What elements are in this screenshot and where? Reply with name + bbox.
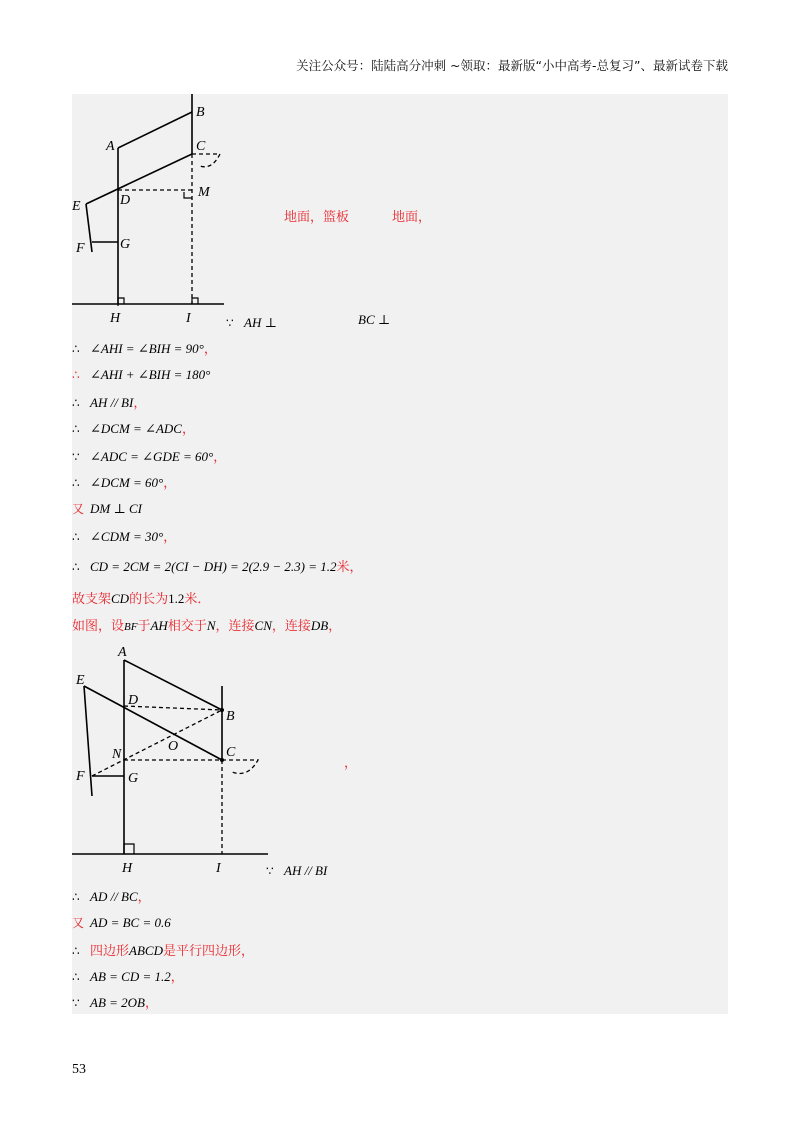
step-1: ∴ ∠AHI = ∠BIH = 90°， (72, 341, 217, 357)
page-header: 关注公众号：陆陆高分冲刺 ~领取：最新版“小中高考-总复习”、最新试卷下载 (296, 58, 728, 73)
step-3: ∴ AH // BI， (72, 395, 147, 411)
segment-ab-2 (124, 660, 222, 710)
basket-rim-2 (222, 760, 258, 774)
label-e: E (72, 199, 81, 214)
dashed-bf (92, 710, 222, 776)
step-4: ∴ ∠DCM = ∠ADC， (72, 421, 195, 437)
segment-ef (86, 204, 92, 252)
because-symbol: ∵ (226, 316, 234, 330)
step-5: ∵ ∠ADC = ∠GDE = 60°， (72, 449, 227, 465)
label-h-2: H (122, 861, 133, 876)
label-b: B (196, 105, 205, 120)
label-i-2: I (216, 861, 221, 876)
label-g-2: G (128, 771, 139, 786)
label-f-2: F (76, 769, 85, 784)
step2-3: ∴ 四边形ABCD是平行四边形， (72, 943, 254, 959)
step-7: 又 DM ⊥ CI (72, 501, 142, 516)
segment-ec-2 (84, 686, 222, 760)
label-e-2: E (76, 673, 85, 688)
line0-t2: BC ⊥ (358, 312, 391, 327)
conclusion: 故支架CD的长为1.2米． (72, 591, 211, 607)
label-f: F (76, 241, 85, 256)
label-h: H (110, 311, 121, 326)
fig1-note-2: 地面， (392, 210, 432, 225)
segment-ab (118, 112, 192, 148)
label-n-2: N (112, 747, 122, 762)
figure-2 (72, 640, 302, 876)
step-6: ∴ ∠DCM = 60°， (72, 475, 177, 491)
step-8: ∴ ∠CDM = 30°， (72, 529, 177, 545)
label-m: M (198, 185, 210, 200)
label-a: A (106, 139, 115, 154)
label-b-2: B (226, 709, 235, 724)
page-number: 53 (72, 1062, 86, 1077)
segment-ef-2 (84, 686, 92, 796)
label-a-2: A (118, 645, 127, 660)
basket-rim (192, 154, 220, 167)
fig2-comma: ， (344, 756, 358, 771)
figure-1 (72, 94, 292, 326)
step2-5: ∵ AB = 2OB， (72, 995, 158, 1011)
segment-ec (86, 154, 192, 204)
label-o-2: O (168, 739, 179, 754)
label-d-2: D (128, 693, 139, 708)
intro-2: 如图，设BF于AH相交于N，连接CN，连接DB， (72, 618, 342, 634)
line2: ∵ AH // BI (266, 863, 328, 878)
label-c: C (196, 139, 206, 154)
dashed-db (124, 706, 222, 710)
step-2: ∴ ∠AHI + ∠BIH = 180° (72, 367, 211, 382)
label-d: D (120, 193, 131, 208)
step2-4: ∴ AB = CD = 1.2， (72, 969, 184, 985)
step2-1: ∴ AD // BC， (72, 889, 151, 905)
label-i: I (186, 311, 191, 326)
line0-t1: AH ⊥ (244, 315, 277, 330)
label-g: G (120, 237, 131, 252)
step-9: ∴ CD = 2CM = 2(CI − DH) = 2(2.9 − 2.3) = 1.2米， (72, 559, 363, 575)
line0 (226, 312, 277, 331)
fig1-note-1: 地面，篮板 (284, 210, 350, 225)
label-c-2: C (226, 745, 236, 760)
step2-2: 又 AD = BC = 0.6 (72, 915, 171, 930)
